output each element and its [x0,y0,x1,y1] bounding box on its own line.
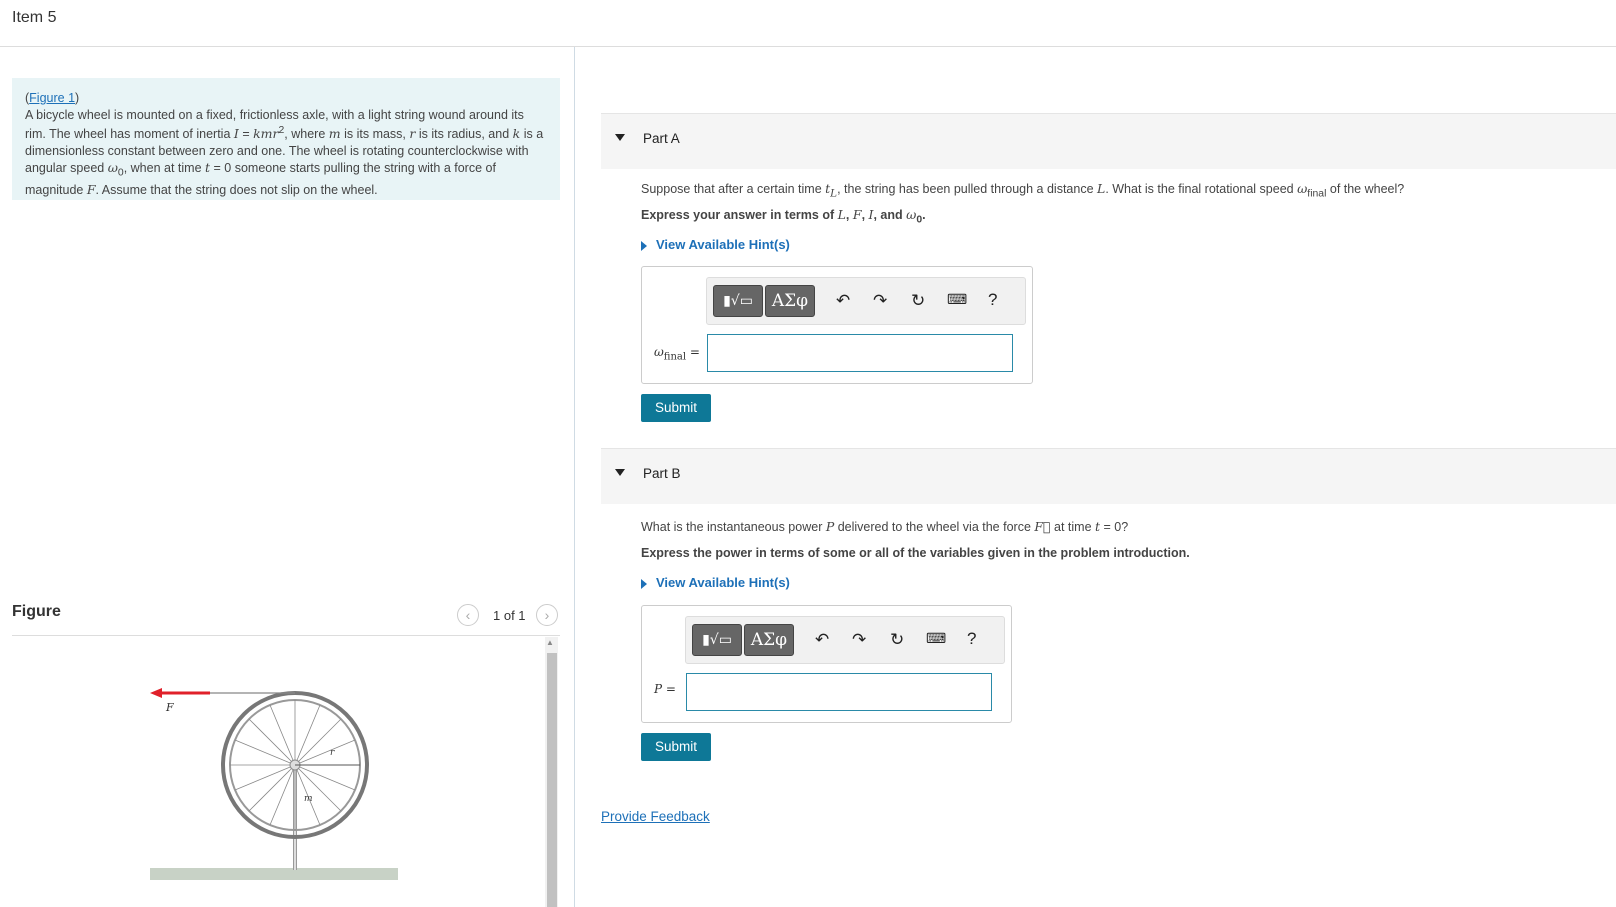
figure-title: Figure [12,603,61,620]
power-input[interactable] [686,673,992,711]
next-figure-button[interactable]: › [536,604,558,626]
omega-final-input[interactable] [707,334,1013,372]
collapse-triangle-icon[interactable] [615,469,625,476]
collapse-triangle-icon[interactable] [615,134,625,141]
greek-symbols-button[interactable]: ΑΣφ [765,285,815,317]
help-button[interactable]: ? [988,290,998,309]
figure-count: 1 of 1 [493,608,526,623]
part-b-answer-box [641,605,1012,723]
provide-feedback-link[interactable]: Provide Feedback [601,809,710,824]
expand-triangle-icon [641,241,647,251]
redo-icon[interactable]: ↷ [873,291,888,310]
keyboard-icon[interactable]: ⌨ [947,291,968,307]
undo-icon[interactable]: ↶ [836,291,851,310]
expand-triangle-icon [641,579,647,589]
reset-icon[interactable]: ↻ [911,291,926,310]
omega-final-label: $\omega_{final}$ = [654,345,700,363]
part-b-submit-button[interactable]: Submit [641,733,711,761]
part-b-question: What is the instantaneous power P delivered to the wheel via the force F⃗ at time t = 0? [641,519,1129,534]
bicycle-wheel-figure [140,675,410,885]
top-bar [0,0,1616,47]
part-a-hint-link[interactable]: View Available Hint(s) [641,237,790,252]
part-a-submit-button[interactable]: Submit [641,394,711,422]
part-a-header[interactable] [601,113,1616,169]
ground [150,868,398,880]
templates-button[interactable]: ▮√▭ [692,624,742,656]
scrollbar-thumb[interactable] [547,653,557,907]
reset-icon[interactable]: ↻ [890,630,905,649]
part-b-instruction: Express the power in terms of some or all of the variables given in the problem introduction. [641,546,1190,560]
figure-divider [12,635,560,636]
part-b-header[interactable] [601,448,1616,504]
radius-label: r [330,748,335,758]
part-b-label: Part B [643,466,681,481]
part-a-instruction: Express your answer in terms of L, F, I, and $\omega_0$. [641,207,926,226]
scroll-up-icon[interactable]: ▲ [546,638,554,647]
part-a-label: Part A [643,131,680,146]
help-button[interactable]: ? [967,629,977,648]
item-title: Item 5 [12,9,57,26]
greek-symbols-button[interactable]: ΑΣφ [744,624,794,656]
part-a-question: Suppose that after a certain time $t_L$, the string has been pulled through a distance L. What is the final rotational speed $\omega_{final}$ of the wheel? [641,181,1405,200]
problem-intro: (Figure 1) A bicycle wheel is mounted on a fixed, frictionless axle, with a light string wound around its rim. The wheel has moment of inertia I = kmr$^2$, where m is its mass, r is its radius, and k is a dimensionless constant between zero and one. The wheel is rotating counterclockwise with angular speed $\omega_0$, when at time t = 0 someone starts pulling the string with a force of magnitude F. Assume that the string does not slip on the wheel. [12,78,560,200]
part-b-hint-link[interactable]: View Available Hint(s) [641,575,790,590]
undo-icon[interactable]: ↶ [815,630,830,649]
part-a-answer-box [641,266,1033,384]
figure-link[interactable]: Figure 1 [29,91,76,105]
mass-label: m [304,794,313,804]
power-label: P = [654,682,676,696]
keyboard-icon[interactable]: ⌨ [926,630,947,646]
prev-figure-button[interactable]: ‹ [457,604,479,626]
templates-button[interactable]: ▮√▭ [713,285,763,317]
part-a-math-toolbar [706,277,1026,325]
part-b-math-toolbar [685,616,1005,664]
intro-text: A bicycle wheel is mounted on a fixed, frictionless axle, with a light string wound around its rim. The wheel has moment of inertia I = kmr$^2$, where m is its mass, r is its radius, and k is a dimensionless constant between zero and one. The wheel is rotating counterclockwise with angular speed $\omega_0$, when at time t = 0 someone starts pulling the string with a force of magnitude F. Assume that the string does not slip on the wheel. [25,107,544,197]
redo-icon[interactable]: ↷ [852,630,867,649]
figure-pager [457,604,561,628]
force-label: F [166,701,174,714]
